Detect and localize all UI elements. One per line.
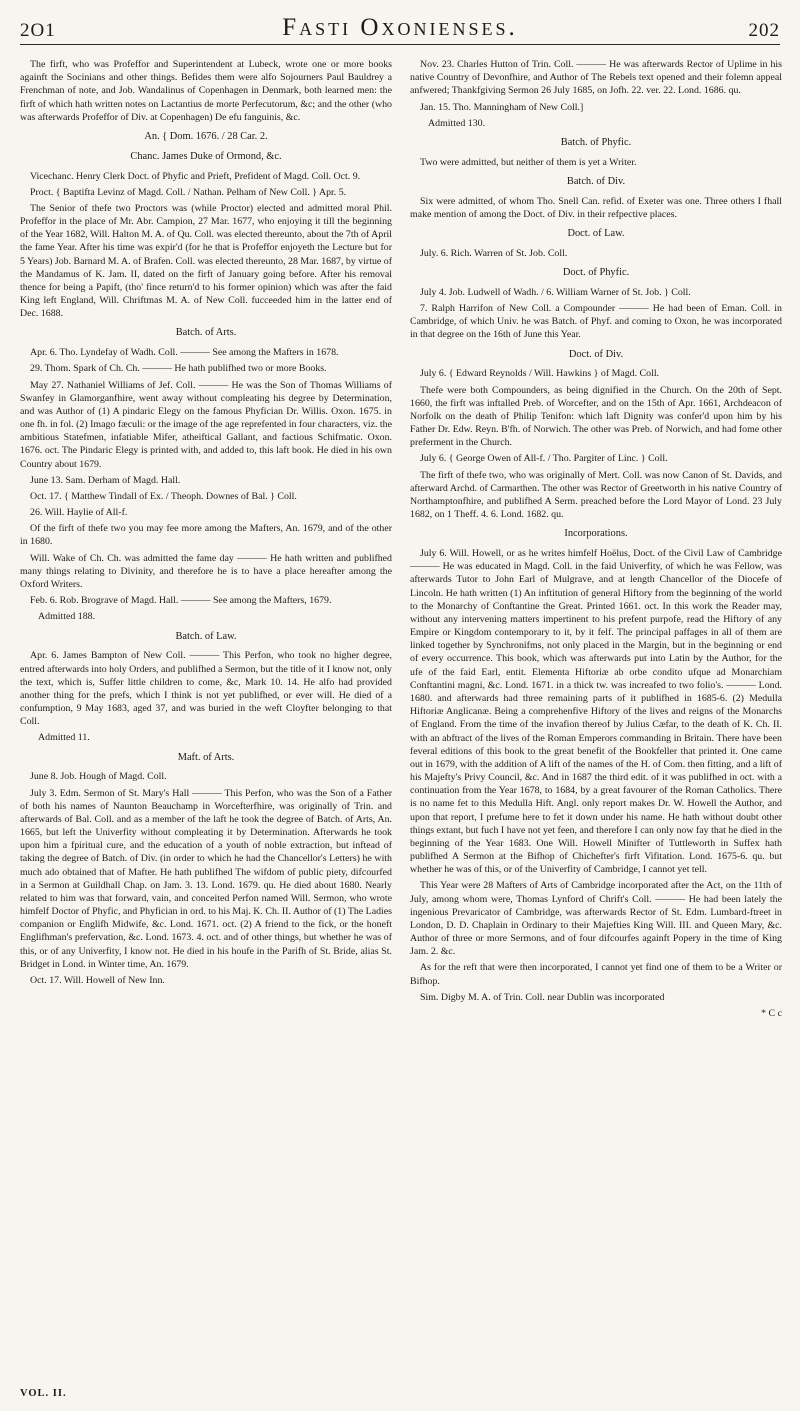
right-column-paragraph: Sim. Digby M. A. of Trin. Coll. near Dublin was incorporated xyxy=(420,991,665,1003)
right-column-paragraph: This Year were 28 Mafters of Arts of Cambridge incorporated after the Act, on the 11th of July, among whom were, Thomas Lynford of Chrift's Coll. ——— He had been lately the ingenious Prevaricator of Cambridge, was afterwards Rector of St. Edm. Lumbard-ftreet in London, D. D. Chaplain in Ordinary to their Majefties King Will. III. and Queen Mary, &c. Author of three or more Sermons, and of four difcourfes againft Popery in the time of King Jam. 2. &c. xyxy=(410,880,782,958)
left-column-paragraph: July 3. Edm. Sermon of St. Mary's Hall ——— This Perfon, who was the Son of a Father of both his names of Naunton Beauchamp in Worcefterfhire, was originally of Trin. and afterwards of Bal. Coll. and as a member of the laft he took the degree of Batch. of Arts, An. 1665, but left the Univerfity without compleating it by Determination. Afterwards he took upon him a fpiritual cure, and the education of a youth of noble extraction, but inftead of taking the degree of Batch. of Div. (in order to which he had the Chancellor's Letters) he with much ado obtained that of Mafter. He hath publifhed The wifdom of public piety, difcourfed in a Sermon at Guildhall Chap. on Jam. 3. 13. Lond. 1679. qu. He died about 1680. Nearly related to him was that forward, vain, and conceited Perfon named Will. Sermon, who wrote himfelf Doctor of Phyfic, and Phyfician in ord. to his Maj. K. Ch. II. Author of (1) The Ladies companion or Englifh Midwife, &c. Lond. 1671. oct. (2) A friend to the fick, or the honeft Englifhman's prefervation, &c. Lond. 1673. 4. oct. and of other things, but whether he was of this, or of any Univerfity, I know not. He died in his houfe in the Parifh of St. Bride, alias St. Bridget in Lond. in Winter time, An. 1679. xyxy=(20,787,392,970)
running-title: Fasti Oxonienses. xyxy=(282,14,518,41)
left-column-paragraph: Feb. 6. Rob. Brograve of Magd. Hall. ——— See among the Mafters, 1679. xyxy=(30,595,332,607)
left-column-paragraph: June 8. Job. Hough of Magd. Coll. xyxy=(30,771,167,783)
left-column-paragraph: Of the firft of thefe two you may fee more among the Mafters, An. 1679, and of the other in 1680. xyxy=(20,523,392,548)
left-column-paragraph: Batch. of Arts. xyxy=(175,327,237,339)
right-column-paragraph: Admitted 130. xyxy=(428,117,486,129)
right-column-paragraph: July. 6. Rich. Warren of St. Job. Coll. xyxy=(420,247,568,259)
right-column-paragraph: July 6. { Edward Reynolds / Will. Hawkins } of Magd. Coll. xyxy=(420,368,660,380)
right-column-paragraph: Six were admitted, of whom Tho. Snell Can. refid. of Exeter was one. Three others I fhall make mention of among the Doct. of Div. in their refpective places. xyxy=(410,195,782,220)
right-column-paragraph: Jan. 15. Tho. Manningham of New Coll.] xyxy=(420,101,584,113)
right-column-paragraph: Doct. of Law. xyxy=(567,228,625,240)
left-column-paragraph: May 27. Nathaniel Williams of Jef. Coll. ——— He was the Son of Thomas Williams of Swanfey in Glamorganfhire, went away without compleating his degree by Determination, and was Author of (1) A pindaric Elegy on the famous Phyfician Dr. Willis. Oxon. 1675. in one fh. in fol. (2) Imago fæculi: or the image of the age reprefented in four characters, viz. the ambitious Statefmen, infatiable Mifer, atheiftical Gallant, and factious Schifmatic. Oxon. 1676. oct. The Pindaric Elegy is printed with, and added to, this laft book. He died in his own Country about 1679. xyxy=(20,379,392,470)
left-column-paragraph: Proct. { Baptifta Levinz of Magd. Coll. / Nathan. Pelham of New Coll. } Apr. 5. xyxy=(30,186,347,198)
catchword: * C c xyxy=(761,1007,782,1019)
left-column-paragraph: Will. Wake of Ch. Ch. was admitted the fame day ——— He hath written and publifhed many things relating to Divinity, and therefore he is to have a place hereafter among the Oxford Writers. xyxy=(20,552,392,590)
volume-signature: VOL. II. xyxy=(20,1388,67,1399)
left-column-paragraph: Oct. 17. { Matthew Tindall of Ex. / Theoph. Downes of Bal. } Coll. xyxy=(30,490,297,502)
left-page-number: 2O1 xyxy=(20,20,56,41)
right-column-paragraph: Doct. of Phyfic. xyxy=(562,267,630,279)
left-column-paragraph: Admitted 11. xyxy=(38,732,90,744)
left-column-paragraph: Chanc. James Duke of Ormond, &c. xyxy=(130,150,282,162)
right-column-paragraph: July 6. { George Owen of All-f. / Tho. Pargiter of Linc. } Coll. xyxy=(420,453,668,465)
left-column-paragraph: Oct. 17. Will. Howell of New Inn. xyxy=(30,974,165,986)
left-column-paragraph: An. { Dom. 1676. / 28 Car. 2. xyxy=(144,130,268,142)
right-column-paragraph: July 4. Job. Ludwell of Wadh. / 6. William Warner of St. Job. } Coll. xyxy=(420,286,691,298)
running-head xyxy=(20,14,780,45)
right-column-paragraph: July 6. Will. Howell, or as he writes himfelf Hoëlus, Doct. of the Civil Law of Cambridge ——— He was educated in Magd. Coll. in the faid Univerfity, of which he was Fellow, was afterwards Tutor to John Earl of Mulgrave, and at length Chancellor of the Diocefe of Lincoln. He hath written (1) An inftitution of general Hiftory from the beginning of the world to the Monarchy of Conftantine the Great. Printed 1661. oct. In this work the Reader may, without any intervening matters impertinent to his prefent purpofe, read the Hiftory of any Empire or Kingdom contemporary to it, by it felf. The principal paffages in all of them are linked together by Synchronifms, not only placed in the Margin, but in the beginning or end of every occurrence. This book, which was afterwards put into Latin by the Author, for the ufe of the faid Earl, entit. Elementa Hiftoriæ ab orbe condito ufque ad Monarchiam Conftantini magni, &c. Lond. 1671. in a thick tw. was increafed to two folio's. ——— Lond. 1680. and afterwards had three remaining parts of it publifhed in 1685-6. (2) Medulla Hiftoriæ Anglicanæ. Being a comprehenfive Hiftory of the lives and reigns of the Monarchs of England. From the time of the invafion thereof by Julius Cæfar, to the death of K. Ch. II. with an abftract of the lives of the Roman Emperors commanding in Britain. There have been feveral editions of this book to the great benefit of the Bookfeller that printed it. One came out in 1679, with the addition of A lift of the names of the H. of Com. then fitting, and a lift of his Majefty's Privy Council, &c. And in 1687 the third edit. of it was publifhed in oct. with a continuation from the Year 1678, to 1684, by a great favourer of the Roman Catholics. There is no name fet to this Medulla Hift. Angl. only report makes Dr. W. Howell the Author, and upon that report, I prefume here to fet it down under his name. He hath without doubt other things extant, but fuch I have not yet feen, and therefore I can only now fay that he died in the beginning of the Year 1683. One Will. Howell Minifter of Tuttleworth in Suffex hath publifhed A Sermon at the Bifhop of Chichefter's firft Vifitation. Lond. 1675-6. qu. but whether he was of this, or of the Univerfity of Cambridge, I cannot yet tell. xyxy=(410,548,782,876)
right-column-paragraph: Batch. of Phyfic. xyxy=(560,136,632,148)
left-column-paragraph: The Senior of thefe two Proctors was (while Proctor) elected and admitted moral Phil. Profeffor in the place of Mr. Abr. Campion, 27 Mar. 1677, who enjoying it till the beginning of the Year 1682, Will. Halton M. A. of Qu. Coll. was elected thereunto, about the 7th of April the fame Year. After his time was expir'd (for he that is Profeffor enjoyeth the Lecture but for 5 Years) Job. Barnard M. A. of Brafen. Coll. was elected thereunto, 28 Mar. 1687, by virtue of the Mandamus of K. Jam. II, dated on the firft of January going before. After his removal thence for being a Papift, (tho' fince return'd to his former opinion) which was after the faid King left England, Will. Chriftmas M. A. of New Coll. fucceeded him in the latter end of Dec. 1688. xyxy=(20,202,392,320)
left-column-paragraph: Apr. 6. James Bampton of New Coll. ——— This Perfon, who took no higher degree, entred afterwards into holy Orders, and publifhed a Sermon, but the title of it I know not, only the text, which is, Suffer little children to come, &c, Mark 10. 14. He alfo had provided another thing for the prefs, which I think is not yet publifhed, or ever will. He died of a confumption, 9 May 1683, aged 37, and was buried in the weft Cloyfter belonging to that Coll. xyxy=(20,650,392,728)
right-column-paragraph: Thefe were both Compounders, as being dignified in the Church. On the 20th of Sept. 1660, the firft was inftalled Preb. of Worcefter, and on the 15th of Apr. 1661, Archdeacon of Norfolk on the death of Philip Tenifon: which laft Dignity was confer'd upon him by his Father Dr. Edw. Reyn. B'fh. of Norwich. The other was Preb. of Norwich, and had fome other preferment in the Church. xyxy=(410,384,782,449)
left-column-paragraph: Admitted 188. xyxy=(38,611,96,623)
left-column-paragraph: Apr. 6. Tho. Lyndefay of Wadh. Coll. ——— See among the Mafters in 1678. xyxy=(30,347,339,359)
right-column-paragraph: Batch. of Div. xyxy=(566,175,626,187)
left-column-paragraph: Maft. of Arts. xyxy=(177,751,235,763)
left-column-paragraph: Vicechanc. Henry Clerk Doct. of Phyfic and Prieft, Prefident of Magd. Coll. Oct. 9. xyxy=(30,170,361,182)
right-column-paragraph: 7. Ralph Harrifon of New Coll. a Compounder ——— He had been of Eman. Coll. in Cambridge, of which Univ. he was Batch. of Phyf. and coming to Oxon, he was incorporated in that degree on the 16th of June this Year. xyxy=(410,303,782,341)
right-column-paragraph: The firft of thefe two, who was originally of Mert. Coll. was now Canon of St. Davids, and afterward Archd. of Carmarthen. The other was Rector of Greetworth in his native Country of Northamptonfhire, and publifhed A Serm. preached before the Lord Mayor of Lond. 23 July 1682, on 1 Theff. 4. 6. Lond. 1682. qu. xyxy=(410,469,782,521)
left-column-paragraph: 29. Thom. Spark of Ch. Ch. ——— He hath publifhed two or more Books. xyxy=(30,363,327,375)
right-column-paragraph: Incorporations. xyxy=(564,528,628,540)
left-column-paragraph: 26. Will. Haylie of All-f. xyxy=(30,507,128,519)
left-column-paragraph: June 13. Sam. Derham of Magd. Hall. xyxy=(30,474,181,486)
right-column xyxy=(410,58,782,1023)
right-column-paragraph: Doct. of Div. xyxy=(568,348,624,360)
left-column-paragraph: The firft, who was Profeffor and Superintendent at Lubeck, wrote one or more books againft the Socinians and other things. Befides them were alfo Sojourners Paul Bauldrey a Frenchman of note, and Job. Wandalinus of Copenhagen in Denmark, both learned men: the firft of which hath written notes on Lactantius de morte Perfecutorum, &c; and the other (who was afterwards Profeffor of Div. at Copenhagen) De efu fanguinis, &c. xyxy=(20,59,392,123)
right-column-paragraph: Nov. 23. Charles Hutton of Trin. Coll. ——— He was afterwards Rector of Uplime in his native Country of Devonfhire, and Author of The Rebels text opened and their folemn appeal anfwered; Thankfgiving Sermon 26 July 1685, on Jofh. 22. ver. 22. Lond. 1686. qu. xyxy=(410,59,782,97)
right-column-paragraph: Two were admitted, but neither of them is yet a Writer. xyxy=(420,156,637,168)
left-column xyxy=(20,58,392,990)
right-column-paragraph: As for the reft that were then incorporated, I cannot yet find one of them to be a Writer or Bifhop. xyxy=(410,962,782,987)
right-page-number: 202 xyxy=(748,20,780,41)
left-column-paragraph: Batch. of Law. xyxy=(175,630,237,642)
